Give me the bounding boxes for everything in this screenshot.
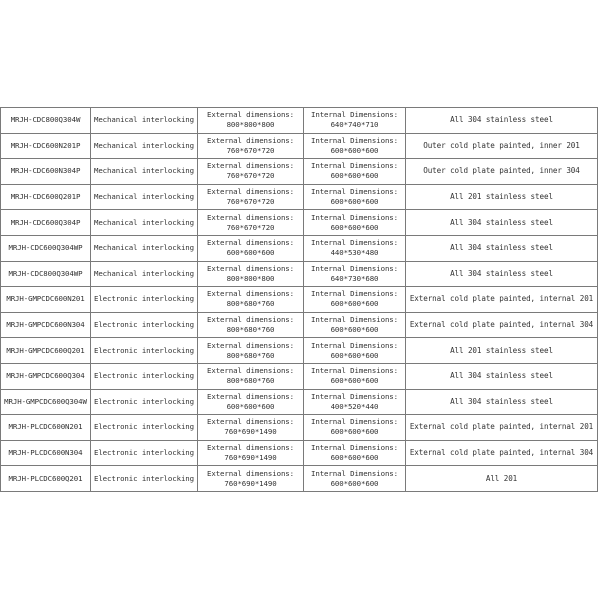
model-cell [1, 338, 91, 364]
interlock-cell [91, 440, 198, 466]
model-cell [1, 389, 91, 415]
interlock-cell [91, 133, 198, 159]
model-number: MRJH-PLCDC600N304 [8, 448, 83, 458]
external-dimensions-label: External dimensions: [207, 391, 294, 401]
material-cell [406, 389, 598, 415]
material-cell [406, 261, 598, 287]
material-cell [406, 440, 598, 466]
interlock-cell [91, 184, 198, 210]
interlock-type: Electronic interlocking [93, 422, 195, 432]
external-dimensions-label: External dimensions: [207, 238, 294, 248]
external-dimensions-cell [198, 210, 304, 236]
interlock-type: Electronic interlocking [93, 345, 195, 355]
interlock-type: Electronic interlocking [93, 473, 195, 483]
model-number: MRJH-GMPCDC600N201 [6, 294, 85, 304]
external-dimensions-cell [198, 133, 304, 159]
external-dimensions-label: External dimensions: [207, 289, 294, 299]
internal-dimensions-cell [304, 363, 406, 389]
external-dimensions-label: External dimensions: [207, 187, 294, 197]
table-row [1, 363, 598, 389]
internal-dimensions-cell [304, 261, 406, 287]
material-description: Outer cold plate painted, inner 201 [423, 140, 580, 150]
internal-dimensions-cell [304, 338, 406, 364]
external-dimensions-cell [198, 389, 304, 415]
internal-dimensions-cell [304, 466, 406, 492]
internal-dimensions-label: Internal Dimensions: [311, 443, 398, 453]
internal-dimensions-label: Internal Dimensions: [311, 340, 398, 350]
model-cell [1, 210, 91, 236]
external-dimensions-cell [198, 338, 304, 364]
table-row [1, 235, 598, 261]
material-description: All 304 stainless steel [450, 396, 553, 406]
internal-dimensions-label: Internal Dimensions: [311, 315, 398, 325]
material-cell [406, 312, 598, 338]
interlock-type: Mechanical interlocking [93, 192, 195, 202]
model-cell [1, 184, 91, 210]
external-dimensions-value: 800*800*800 [226, 120, 275, 130]
external-dimensions-cell [198, 261, 304, 287]
interlock-cell [91, 415, 198, 441]
model-number: MRJH-GMPCDC600Q304W [4, 396, 87, 406]
table-row [1, 415, 598, 441]
interlock-cell [91, 108, 198, 134]
material-description: All 201 stainless steel [450, 345, 553, 355]
material-cell [406, 184, 598, 210]
table-row [1, 466, 598, 492]
external-dimensions-value: 760*670*720 [226, 222, 275, 232]
interlock-type: Electronic interlocking [93, 320, 195, 330]
external-dimensions-label: External dimensions: [207, 443, 294, 453]
model-cell [1, 287, 91, 313]
material-description: External cold plate painted, internal 201 [409, 294, 594, 304]
interlock-cell [91, 159, 198, 185]
external-dimensions-value: 800*680*760 [226, 376, 275, 386]
interlock-type: Mechanical interlocking [93, 217, 195, 227]
interlock-cell [91, 312, 198, 338]
internal-dimensions-label: Internal Dimensions: [311, 161, 398, 171]
external-dimensions-cell [198, 184, 304, 210]
table-row [1, 133, 598, 159]
model-cell [1, 440, 91, 466]
external-dimensions-label: External dimensions: [207, 315, 294, 325]
internal-dimensions-label: Internal Dimensions: [311, 135, 398, 145]
model-cell [1, 108, 91, 134]
table-row [1, 210, 598, 236]
internal-dimensions-label: Internal Dimensions: [311, 110, 398, 120]
material-description: External cold plate painted, internal 201 [409, 422, 594, 432]
interlock-type: Electronic interlocking [93, 396, 195, 406]
interlock-type: Mechanical interlocking [93, 243, 195, 253]
internal-dimensions-value: 600*600*600 [330, 222, 379, 232]
internal-dimensions-cell [304, 184, 406, 210]
interlock-type: Electronic interlocking [93, 371, 195, 381]
model-cell [1, 466, 91, 492]
internal-dimensions-label: Internal Dimensions: [311, 187, 398, 197]
internal-dimensions-label: Internal Dimensions: [311, 238, 398, 248]
external-dimensions-value: 760*690*1490 [224, 453, 277, 463]
internal-dimensions-label: Internal Dimensions: [311, 289, 398, 299]
internal-dimensions-value: 600*600*600 [330, 299, 379, 309]
material-description: All 304 stainless steel [450, 217, 553, 227]
internal-dimensions-value: 600*600*600 [330, 376, 379, 386]
internal-dimensions-cell [304, 389, 406, 415]
table-row [1, 287, 598, 313]
model-number: MRJH-CDC600N201P [10, 140, 81, 150]
table-row [1, 440, 598, 466]
internal-dimensions-cell [304, 159, 406, 185]
external-dimensions-value: 800*800*800 [226, 273, 275, 283]
external-dimensions-value: 800*680*760 [226, 325, 275, 335]
material-cell [406, 363, 598, 389]
material-cell [406, 235, 598, 261]
material-cell [406, 159, 598, 185]
external-dimensions-value: 600*600*600 [226, 248, 275, 258]
external-dimensions-label: External dimensions: [207, 135, 294, 145]
external-dimensions-label: External dimensions: [207, 366, 294, 376]
material-description: All 304 stainless steel [450, 268, 553, 278]
model-cell [1, 261, 91, 287]
material-description: External cold plate painted, internal 304 [409, 448, 594, 458]
model-number: MRJH-GMPCDC600N304 [6, 320, 85, 330]
external-dimensions-label: External dimensions: [207, 263, 294, 273]
external-dimensions-cell [198, 159, 304, 185]
model-number: MRJH-CDC800Q304WP [8, 268, 83, 278]
material-cell [406, 466, 598, 492]
external-dimensions-label: External dimensions: [207, 161, 294, 171]
material-cell [406, 415, 598, 441]
material-cell [406, 338, 598, 364]
model-number: MRJH-GMPCDC600Q304 [6, 371, 85, 381]
external-dimensions-cell [198, 287, 304, 313]
external-dimensions-cell [198, 312, 304, 338]
internal-dimensions-cell [304, 440, 406, 466]
external-dimensions-value: 600*600*600 [226, 401, 275, 411]
material-description: All 304 stainless steel [450, 115, 553, 125]
material-description: External cold plate painted, internal 304 [409, 320, 594, 330]
external-dimensions-cell [198, 415, 304, 441]
external-dimensions-cell [198, 440, 304, 466]
interlock-cell [91, 338, 198, 364]
model-number: MRJH-GMPCDC600Q201 [6, 345, 85, 355]
external-dimensions-cell [198, 363, 304, 389]
internal-dimensions-label: Internal Dimensions: [311, 263, 398, 273]
table-row [1, 389, 598, 415]
model-cell [1, 159, 91, 185]
table-row [1, 184, 598, 210]
external-dimensions-label: External dimensions: [207, 212, 294, 222]
table-row [1, 312, 598, 338]
material-description: All 201 [485, 473, 518, 483]
internal-dimensions-value: 600*600*600 [330, 325, 379, 335]
interlock-cell [91, 363, 198, 389]
internal-dimensions-value: 400*520*440 [330, 401, 379, 411]
internal-dimensions-label: Internal Dimensions: [311, 366, 398, 376]
internal-dimensions-label: Internal Dimensions: [311, 391, 398, 401]
material-cell [406, 287, 598, 313]
interlock-cell [91, 389, 198, 415]
internal-dimensions-value: 600*600*600 [330, 197, 379, 207]
interlock-type: Mechanical interlocking [93, 140, 195, 150]
model-number: MRJH-PLCDC600N201 [8, 422, 83, 432]
external-dimensions-cell [198, 466, 304, 492]
table-row [1, 338, 598, 364]
external-dimensions-cell [198, 235, 304, 261]
model-cell [1, 133, 91, 159]
external-dimensions-value: 760*690*1490 [224, 478, 277, 488]
table-row [1, 108, 598, 134]
model-number: MRJH-CDC600Q304WP [8, 243, 83, 253]
spec-table [0, 107, 598, 492]
external-dimensions-value: 800*680*760 [226, 299, 275, 309]
internal-dimensions-cell [304, 287, 406, 313]
interlock-cell [91, 466, 198, 492]
model-number: MRJH-CDC600Q201P [10, 192, 81, 202]
table-row [1, 159, 598, 185]
model-number: MRJH-PLCDC600Q201 [8, 473, 83, 483]
interlock-cell [91, 235, 198, 261]
model-number: MRJH-CDC600N304P [10, 166, 81, 176]
external-dimensions-value: 760*670*720 [226, 197, 275, 207]
material-cell [406, 108, 598, 134]
model-number: MRJH-CDC800Q304W [10, 115, 81, 125]
model-cell [1, 415, 91, 441]
external-dimensions-value: 760*670*720 [226, 171, 275, 181]
internal-dimensions-cell [304, 210, 406, 236]
material-description: All 304 stainless steel [450, 243, 553, 253]
external-dimensions-cell [198, 108, 304, 134]
internal-dimensions-value: 600*600*600 [330, 145, 379, 155]
material-description: All 201 stainless steel [450, 192, 553, 202]
interlock-type: Mechanical interlocking [93, 166, 195, 176]
interlock-cell [91, 287, 198, 313]
external-dimensions-value: 800*680*760 [226, 350, 275, 360]
external-dimensions-value: 760*690*1490 [224, 427, 277, 437]
external-dimensions-label: External dimensions: [207, 417, 294, 427]
interlock-cell [91, 210, 198, 236]
table-row [1, 261, 598, 287]
internal-dimensions-label: Internal Dimensions: [311, 417, 398, 427]
internal-dimensions-value: 600*600*600 [330, 453, 379, 463]
internal-dimensions-cell [304, 235, 406, 261]
internal-dimensions-value: 640*730*680 [330, 273, 379, 283]
interlock-cell [91, 261, 198, 287]
material-description: Outer cold plate painted, inner 304 [423, 166, 580, 176]
external-dimensions-label: External dimensions: [207, 340, 294, 350]
internal-dimensions-label: Internal Dimensions: [311, 212, 398, 222]
internal-dimensions-cell [304, 312, 406, 338]
external-dimensions-label: External dimensions: [207, 110, 294, 120]
external-dimensions-label: External dimensions: [207, 468, 294, 478]
interlock-type: Electronic interlocking [93, 294, 195, 304]
interlock-type: Mechanical interlocking [93, 115, 195, 125]
internal-dimensions-value: 600*600*600 [330, 171, 379, 181]
internal-dimensions-value: 440*530*480 [330, 248, 379, 258]
internal-dimensions-value: 600*600*600 [330, 427, 379, 437]
material-cell [406, 210, 598, 236]
interlock-type: Electronic interlocking [93, 448, 195, 458]
internal-dimensions-value: 600*600*600 [330, 350, 379, 360]
model-cell [1, 363, 91, 389]
model-cell [1, 312, 91, 338]
internal-dimensions-cell [304, 133, 406, 159]
internal-dimensions-value: 600*600*600 [330, 478, 379, 488]
model-cell [1, 235, 91, 261]
internal-dimensions-value: 640*740*710 [330, 120, 379, 130]
interlock-type: Mechanical interlocking [93, 268, 195, 278]
internal-dimensions-cell [304, 415, 406, 441]
external-dimensions-value: 760*670*720 [226, 145, 275, 155]
material-description: All 304 stainless steel [450, 371, 553, 381]
model-number: MRJH-CDC600Q304P [10, 217, 81, 227]
internal-dimensions-label: Internal Dimensions: [311, 468, 398, 478]
material-cell [406, 133, 598, 159]
spec-table-body [1, 108, 598, 492]
internal-dimensions-cell [304, 108, 406, 134]
